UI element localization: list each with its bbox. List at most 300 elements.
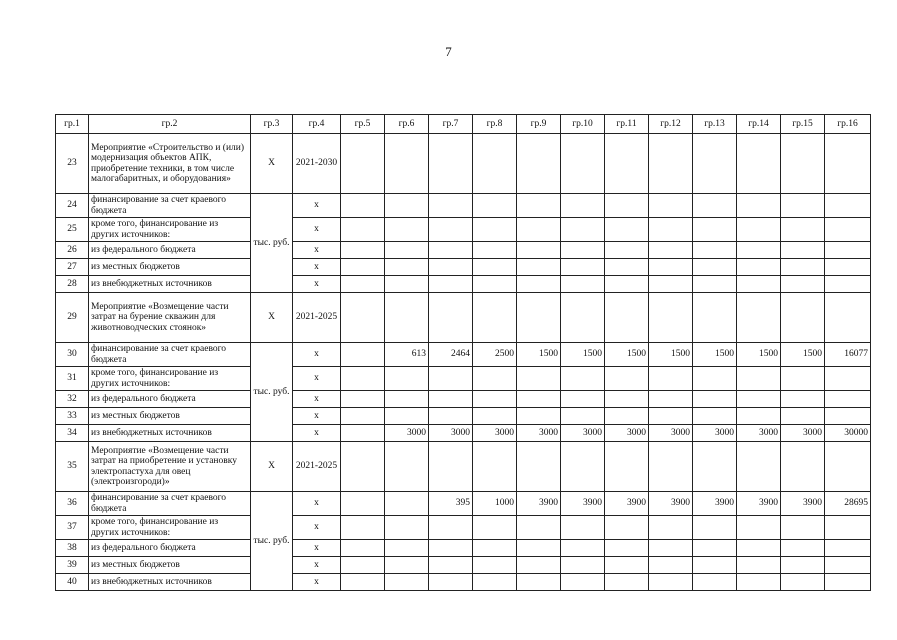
value-cell xyxy=(341,516,385,540)
value-cell xyxy=(649,194,693,218)
value-cell: 16077 xyxy=(825,343,871,367)
row-name: Мероприятие «Строительство и (или) модернизация объектов АПК, приобретение техники, в том числе малогабаритных, и оборудования» xyxy=(89,134,251,194)
column-header: гр.2 xyxy=(89,115,251,134)
value-cell xyxy=(561,391,605,408)
financing-row xyxy=(56,276,871,293)
value-cell xyxy=(429,557,473,574)
value-cell: 1500 xyxy=(781,343,825,367)
value-cell xyxy=(517,557,561,574)
value-cell xyxy=(385,492,429,516)
value-cell xyxy=(737,242,781,259)
column-header: гр.6 xyxy=(385,115,429,134)
period-cell: х xyxy=(293,218,341,242)
row-number: 37 xyxy=(56,516,89,540)
value-cell xyxy=(473,391,517,408)
value-cell: 3000 xyxy=(429,425,473,442)
value-cell: 3000 xyxy=(561,425,605,442)
value-cell xyxy=(473,574,517,591)
value-cell xyxy=(341,574,385,591)
row-name: кроме того, финансирование из других источников: xyxy=(89,218,251,242)
value-cell xyxy=(781,218,825,242)
unit-cell: Х xyxy=(251,134,293,194)
value-cell xyxy=(605,276,649,293)
value-cell xyxy=(737,391,781,408)
value-cell xyxy=(825,194,871,218)
financing-row xyxy=(56,343,871,367)
value-cell xyxy=(341,218,385,242)
value-cell xyxy=(473,259,517,276)
value-cell xyxy=(825,242,871,259)
value-cell xyxy=(517,218,561,242)
value-cell xyxy=(825,574,871,591)
value-cell xyxy=(473,276,517,293)
row-number: 36 xyxy=(56,492,89,516)
value-cell xyxy=(825,218,871,242)
period-cell: 2021-2030 xyxy=(293,134,341,194)
value-cell xyxy=(693,194,737,218)
value-cell xyxy=(561,540,605,557)
financing-row xyxy=(56,492,871,516)
value-cell: 3900 xyxy=(605,492,649,516)
value-cell xyxy=(781,194,825,218)
value-cell xyxy=(781,540,825,557)
value-cell xyxy=(825,391,871,408)
value-cell xyxy=(649,242,693,259)
value-cell xyxy=(781,408,825,425)
page-number: 7 xyxy=(445,44,452,59)
financing-row xyxy=(56,408,871,425)
header-row xyxy=(56,115,871,134)
row-number: 29 xyxy=(56,293,89,343)
value-cell xyxy=(781,242,825,259)
value-cell xyxy=(649,408,693,425)
value-cell xyxy=(341,442,385,492)
value-cell xyxy=(781,367,825,391)
measure-row xyxy=(56,293,871,343)
value-cell xyxy=(693,134,737,194)
column-header: гр.7 xyxy=(429,115,473,134)
value-cell xyxy=(561,134,605,194)
row-number: 35 xyxy=(56,442,89,492)
value-cell: 3000 xyxy=(693,425,737,442)
value-cell xyxy=(429,367,473,391)
row-name: из местных бюджетов xyxy=(89,259,251,276)
value-cell xyxy=(429,259,473,276)
value-cell xyxy=(385,242,429,259)
value-cell xyxy=(737,134,781,194)
row-number: 40 xyxy=(56,574,89,591)
value-cell xyxy=(385,194,429,218)
financing-row xyxy=(56,367,871,391)
column-header: гр.3 xyxy=(251,115,293,134)
value-cell xyxy=(781,557,825,574)
value-cell xyxy=(605,194,649,218)
value-cell xyxy=(737,276,781,293)
table-body xyxy=(56,134,871,591)
value-cell xyxy=(649,276,693,293)
value-cell xyxy=(341,134,385,194)
value-cell xyxy=(429,574,473,591)
value-cell xyxy=(605,442,649,492)
unit-cell: тыс. руб. xyxy=(251,492,293,591)
value-cell xyxy=(473,194,517,218)
value-cell xyxy=(693,293,737,343)
value-cell: 1500 xyxy=(605,343,649,367)
value-cell xyxy=(693,574,737,591)
value-cell xyxy=(561,242,605,259)
value-cell xyxy=(693,516,737,540)
value-cell: 3000 xyxy=(781,425,825,442)
period-cell: 2021-2025 xyxy=(293,293,341,343)
value-cell xyxy=(517,194,561,218)
column-header: гр.9 xyxy=(517,115,561,134)
column-header: гр.12 xyxy=(649,115,693,134)
row-number: 26 xyxy=(56,242,89,259)
period-cell: х xyxy=(293,540,341,557)
value-cell xyxy=(429,276,473,293)
value-cell xyxy=(825,540,871,557)
value-cell xyxy=(473,218,517,242)
value-cell xyxy=(517,242,561,259)
value-cell xyxy=(561,557,605,574)
row-number: 30 xyxy=(56,343,89,367)
value-cell xyxy=(649,391,693,408)
value-cell xyxy=(385,408,429,425)
value-cell xyxy=(561,194,605,218)
value-cell xyxy=(561,276,605,293)
value-cell xyxy=(737,516,781,540)
value-cell xyxy=(385,442,429,492)
value-cell xyxy=(605,391,649,408)
value-cell xyxy=(825,408,871,425)
value-cell xyxy=(429,408,473,425)
value-cell: 3900 xyxy=(561,492,605,516)
financing-row xyxy=(56,574,871,591)
row-name: Мероприятие «Возмещение части затрат на приобретение и установку электропастуха для овец (электроизгороди)» xyxy=(89,442,251,492)
period-cell: 2021-2025 xyxy=(293,442,341,492)
value-cell xyxy=(473,242,517,259)
value-cell xyxy=(385,516,429,540)
value-cell: 3900 xyxy=(781,492,825,516)
value-cell xyxy=(561,442,605,492)
value-cell xyxy=(385,540,429,557)
value-cell: 28695 xyxy=(825,492,871,516)
value-cell: 1500 xyxy=(561,343,605,367)
value-cell xyxy=(737,557,781,574)
row-number: 28 xyxy=(56,276,89,293)
financing-row xyxy=(56,391,871,408)
value-cell: 3900 xyxy=(517,492,561,516)
value-cell xyxy=(693,367,737,391)
column-header: гр.8 xyxy=(473,115,517,134)
value-cell xyxy=(429,391,473,408)
value-cell xyxy=(693,557,737,574)
row-number: 24 xyxy=(56,194,89,218)
row-name: кроме того, финансирование из других источников: xyxy=(89,516,251,540)
value-cell xyxy=(605,259,649,276)
value-cell: 613 xyxy=(385,343,429,367)
financing-row xyxy=(56,425,871,442)
value-cell xyxy=(341,408,385,425)
financing-row xyxy=(56,540,871,557)
value-cell xyxy=(561,259,605,276)
column-header: гр.13 xyxy=(693,115,737,134)
value-cell xyxy=(825,442,871,492)
column-header: гр.16 xyxy=(825,115,871,134)
financing-row xyxy=(56,194,871,218)
value-cell: 3000 xyxy=(605,425,649,442)
value-cell xyxy=(517,259,561,276)
value-cell xyxy=(605,242,649,259)
value-cell: 3900 xyxy=(649,492,693,516)
value-cell xyxy=(429,540,473,557)
row-name: финансирование за счет краевого бюджета xyxy=(89,194,251,218)
row-name: из федерального бюджета xyxy=(89,391,251,408)
value-cell xyxy=(781,259,825,276)
value-cell xyxy=(473,134,517,194)
column-header: гр.1 xyxy=(56,115,89,134)
value-cell xyxy=(341,242,385,259)
value-cell xyxy=(561,408,605,425)
row-number: 25 xyxy=(56,218,89,242)
value-cell xyxy=(341,391,385,408)
row-number: 32 xyxy=(56,391,89,408)
value-cell xyxy=(605,134,649,194)
value-cell xyxy=(517,276,561,293)
value-cell xyxy=(737,259,781,276)
value-cell xyxy=(825,367,871,391)
value-cell xyxy=(693,391,737,408)
value-cell: 2464 xyxy=(429,343,473,367)
value-cell xyxy=(781,391,825,408)
value-cell xyxy=(429,194,473,218)
value-cell xyxy=(385,391,429,408)
value-cell xyxy=(385,574,429,591)
value-cell xyxy=(605,557,649,574)
row-name: кроме того, финансирование из других источников: xyxy=(89,367,251,391)
period-cell: х xyxy=(293,516,341,540)
value-cell xyxy=(473,293,517,343)
value-cell xyxy=(341,194,385,218)
value-cell xyxy=(649,367,693,391)
value-cell: 3900 xyxy=(693,492,737,516)
row-name: из федерального бюджета xyxy=(89,540,251,557)
value-cell xyxy=(341,259,385,276)
value-cell xyxy=(385,557,429,574)
period-cell: х xyxy=(293,557,341,574)
value-cell: 3000 xyxy=(473,425,517,442)
value-cell xyxy=(737,194,781,218)
period-cell: х xyxy=(293,391,341,408)
value-cell xyxy=(825,259,871,276)
row-name: финансирование за счет краевого бюджета xyxy=(89,343,251,367)
value-cell xyxy=(781,276,825,293)
value-cell xyxy=(737,574,781,591)
value-cell: 1500 xyxy=(649,343,693,367)
value-cell: 2500 xyxy=(473,343,517,367)
column-header: гр.11 xyxy=(605,115,649,134)
row-name: из внебюджетных источников xyxy=(89,276,251,293)
period-cell: х xyxy=(293,425,341,442)
value-cell xyxy=(781,516,825,540)
value-cell xyxy=(517,391,561,408)
value-cell xyxy=(693,442,737,492)
value-cell xyxy=(341,293,385,343)
value-cell xyxy=(341,557,385,574)
value-cell xyxy=(605,218,649,242)
value-cell: 3000 xyxy=(385,425,429,442)
value-cell xyxy=(781,134,825,194)
row-name: из внебюджетных источников xyxy=(89,425,251,442)
row-number: 31 xyxy=(56,367,89,391)
value-cell xyxy=(341,425,385,442)
value-cell xyxy=(693,259,737,276)
period-cell: х xyxy=(293,367,341,391)
value-cell xyxy=(341,276,385,293)
value-cell xyxy=(429,218,473,242)
row-number: 39 xyxy=(56,557,89,574)
value-cell xyxy=(385,276,429,293)
value-cell xyxy=(605,367,649,391)
value-cell: 30000 xyxy=(825,425,871,442)
row-name: финансирование за счет краевого бюджета xyxy=(89,492,251,516)
value-cell: 3900 xyxy=(737,492,781,516)
row-name: из местных бюджетов xyxy=(89,557,251,574)
row-name: из внебюджетных источников xyxy=(89,574,251,591)
financing-row xyxy=(56,516,871,540)
value-cell xyxy=(385,259,429,276)
value-cell xyxy=(781,442,825,492)
unit-cell: тыс. руб. xyxy=(251,194,293,293)
value-cell xyxy=(605,540,649,557)
value-cell xyxy=(517,442,561,492)
value-cell xyxy=(737,218,781,242)
column-header: гр.15 xyxy=(781,115,825,134)
value-cell xyxy=(825,134,871,194)
value-cell xyxy=(517,516,561,540)
value-cell xyxy=(473,516,517,540)
value-cell: 3000 xyxy=(737,425,781,442)
value-cell xyxy=(517,134,561,194)
value-cell xyxy=(649,442,693,492)
value-cell xyxy=(605,574,649,591)
row-number: 33 xyxy=(56,408,89,425)
financing-row xyxy=(56,218,871,242)
value-cell xyxy=(693,540,737,557)
row-name: Мероприятие «Возмещение части затрат на бурение скважин для животноводческих стоянок» xyxy=(89,293,251,343)
value-cell xyxy=(473,367,517,391)
value-cell: 3000 xyxy=(517,425,561,442)
value-cell xyxy=(561,218,605,242)
measure-row xyxy=(56,442,871,492)
row-number: 38 xyxy=(56,540,89,557)
period-cell: х xyxy=(293,492,341,516)
measure-row xyxy=(56,134,871,194)
value-cell xyxy=(341,367,385,391)
value-cell xyxy=(649,557,693,574)
value-cell xyxy=(429,442,473,492)
value-cell xyxy=(649,574,693,591)
value-cell xyxy=(517,293,561,343)
value-cell xyxy=(473,442,517,492)
value-cell xyxy=(605,408,649,425)
value-cell xyxy=(781,574,825,591)
value-cell xyxy=(517,367,561,391)
value-cell xyxy=(341,540,385,557)
financing-row xyxy=(56,242,871,259)
row-name: из местных бюджетов xyxy=(89,408,251,425)
unit-cell: тыс. руб. xyxy=(251,343,293,442)
value-cell xyxy=(561,367,605,391)
value-cell xyxy=(561,574,605,591)
value-cell xyxy=(693,242,737,259)
value-cell xyxy=(385,367,429,391)
value-cell xyxy=(737,367,781,391)
value-cell xyxy=(649,540,693,557)
value-cell xyxy=(737,442,781,492)
value-cell xyxy=(429,242,473,259)
period-cell: х xyxy=(293,276,341,293)
value-cell xyxy=(605,293,649,343)
value-cell xyxy=(649,259,693,276)
value-cell xyxy=(517,540,561,557)
column-header: гр.10 xyxy=(561,115,605,134)
value-cell xyxy=(825,557,871,574)
value-cell xyxy=(385,134,429,194)
value-cell xyxy=(781,293,825,343)
financing-row xyxy=(56,557,871,574)
row-number: 23 xyxy=(56,134,89,194)
unit-cell: Х xyxy=(251,442,293,492)
value-cell xyxy=(693,218,737,242)
value-cell xyxy=(429,134,473,194)
value-cell: 1000 xyxy=(473,492,517,516)
value-cell xyxy=(737,540,781,557)
period-cell: х xyxy=(293,343,341,367)
period-cell: х xyxy=(293,408,341,425)
value-cell xyxy=(649,218,693,242)
value-cell xyxy=(649,134,693,194)
value-cell xyxy=(693,276,737,293)
value-cell xyxy=(825,516,871,540)
value-cell xyxy=(385,218,429,242)
value-cell xyxy=(473,557,517,574)
unit-cell: Х xyxy=(251,293,293,343)
column-header: гр.5 xyxy=(341,115,385,134)
value-cell: 3000 xyxy=(649,425,693,442)
value-cell xyxy=(825,293,871,343)
period-cell: х xyxy=(293,194,341,218)
value-cell: 1500 xyxy=(693,343,737,367)
value-cell xyxy=(473,408,517,425)
column-header: гр.14 xyxy=(737,115,781,134)
value-cell xyxy=(561,293,605,343)
value-cell xyxy=(825,276,871,293)
value-cell xyxy=(473,540,517,557)
period-cell: х xyxy=(293,259,341,276)
value-cell xyxy=(429,293,473,343)
budget-table xyxy=(55,114,871,591)
value-cell xyxy=(693,408,737,425)
row-number: 27 xyxy=(56,259,89,276)
value-cell: 395 xyxy=(429,492,473,516)
value-cell xyxy=(517,408,561,425)
value-cell xyxy=(517,574,561,591)
period-cell: х xyxy=(293,242,341,259)
value-cell: 1500 xyxy=(737,343,781,367)
value-cell xyxy=(737,408,781,425)
row-name: из федерального бюджета xyxy=(89,242,251,259)
